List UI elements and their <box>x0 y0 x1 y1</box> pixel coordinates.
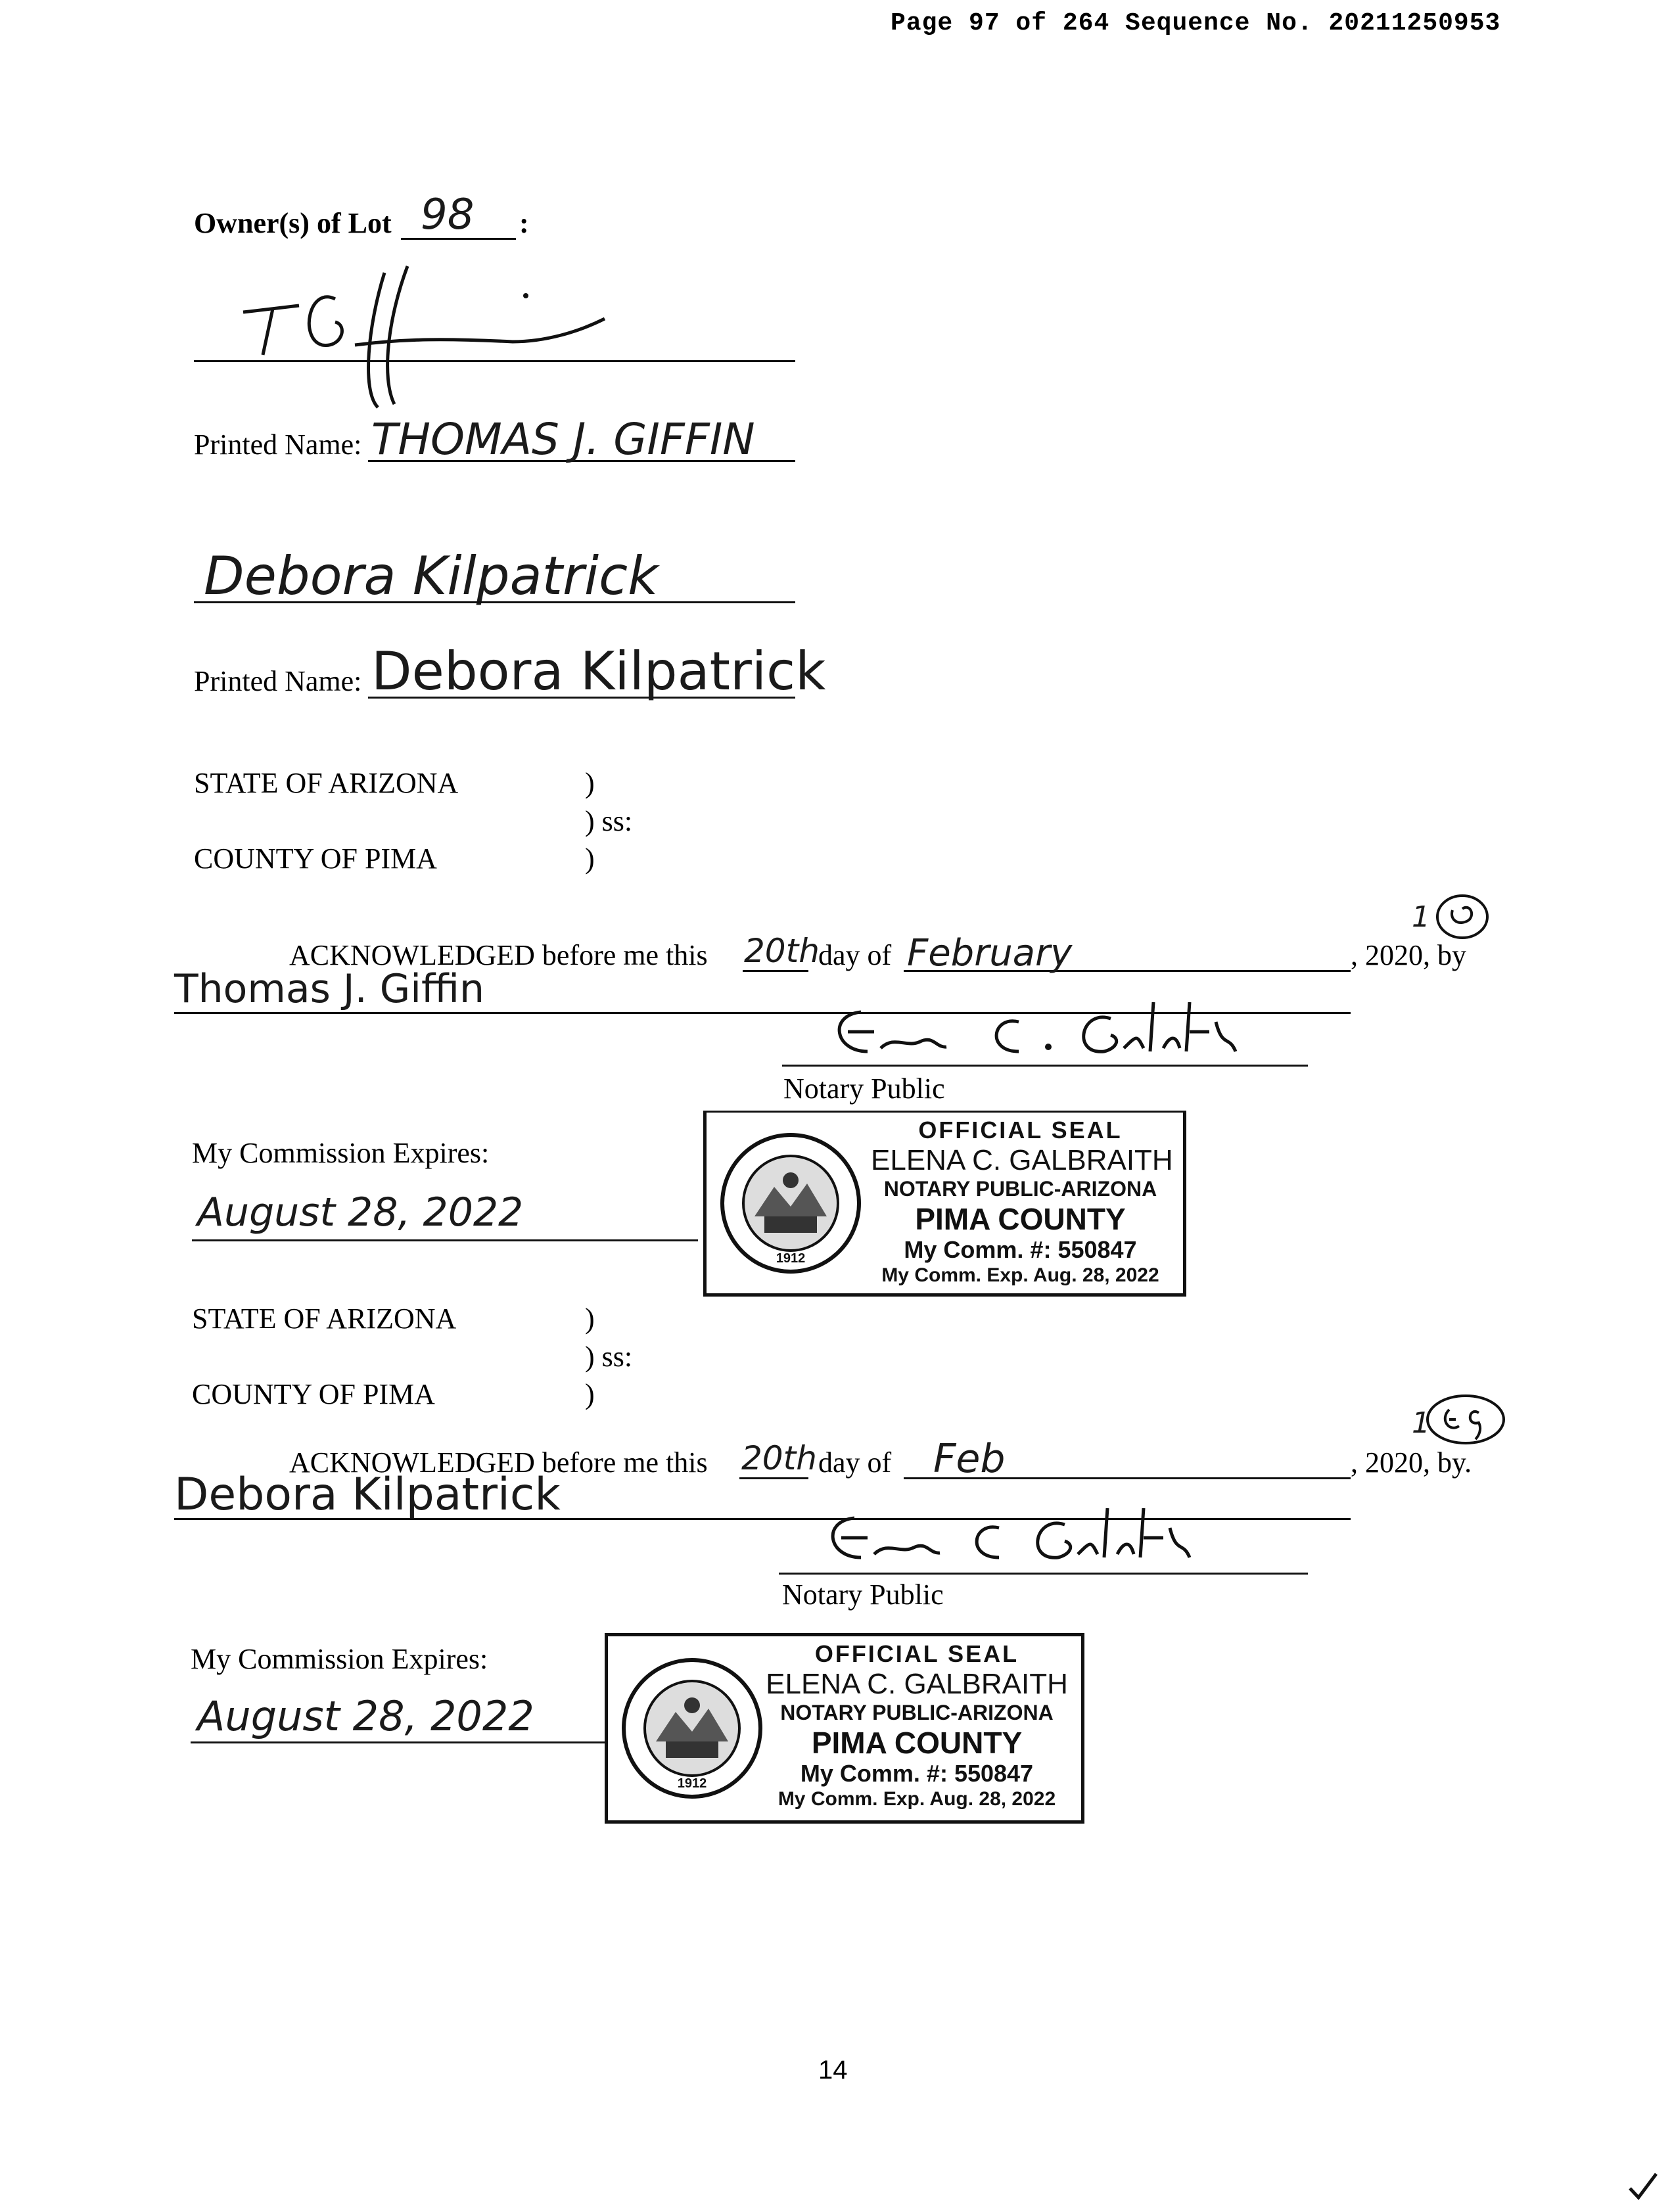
ack-day-1: 20th <box>744 932 820 970</box>
day-of-1: day of <box>818 939 892 971</box>
seal1-line1: OFFICIAL SEAL <box>918 1117 1123 1143</box>
checkmark-icon <box>1627 2169 1660 2201</box>
notary-public-label-1: Notary Public <box>783 1072 945 1105</box>
paren-2a: ) <box>585 1302 595 1335</box>
commission-label-2: My Commission Expires: <box>191 1643 488 1675</box>
year-correction-initials-1 <box>1433 890 1492 943</box>
owner1-printed-name-handwritten: THOMAS J. GIFFIN <box>371 414 755 465</box>
ss-label-2: ) ss: <box>585 1341 633 1373</box>
notary-signature-line-1 <box>782 1065 1308 1067</box>
notary-signature-1 <box>822 996 1249 1068</box>
state-seal-year-1: 1912 <box>776 1251 806 1266</box>
state-label-1: STATE OF ARIZONA <box>194 767 459 799</box>
ack-month-1: February <box>907 932 1073 975</box>
owner2-signature-line <box>194 601 795 603</box>
ss-label-1: ) ss: <box>585 805 633 837</box>
seal2-line2: ELENA C. GALBRAITH <box>766 1668 1068 1700</box>
seal1-line2: ELENA C. GALBRAITH <box>871 1144 1173 1176</box>
seal1-line4: PIMA COUNTY <box>915 1202 1126 1236</box>
page-number: 14 <box>818 2056 848 2085</box>
owner2-printed-name-handwritten: Debora Kilpatrick <box>371 641 826 702</box>
owner2-signature: Debora Kilpatrick <box>204 545 659 607</box>
notary-seal-2 <box>605 1633 1084 1824</box>
seal2-line3: NOTARY PUBLIC-ARIZONA <box>780 1701 1054 1724</box>
notary-signature-line-2 <box>779 1573 1308 1575</box>
owner1-signature-line <box>194 360 795 362</box>
owner1-printed-name-label: Printed Name: <box>194 428 362 461</box>
state-label-2: STATE OF ARIZONA <box>192 1302 457 1335</box>
commission-label-1: My Commission Expires: <box>192 1137 490 1169</box>
ack-signer-1: Thomas J. Giffin <box>174 966 484 1012</box>
ack-year-1: , 2020, by <box>1351 939 1466 971</box>
ack-day-line-1 <box>743 970 808 972</box>
ack-year-2: , 2020, by. <box>1351 1446 1472 1479</box>
commission-date-line-1 <box>192 1239 698 1241</box>
owners-lot-label: Owner(s) of Lot <box>194 207 392 239</box>
year-correction-initials-2 <box>1423 1390 1508 1449</box>
day-of-2: day of <box>818 1446 892 1479</box>
commission-date-1: August 28, 2022 <box>197 1189 524 1235</box>
ack-day-line-2 <box>739 1477 808 1479</box>
notary-seal-1 <box>703 1111 1186 1297</box>
owner1-signature <box>237 260 631 417</box>
seal1-line5: My Comm. #: 550847 <box>904 1236 1137 1263</box>
year-correction-1: 1 <box>1412 900 1430 934</box>
seal2-line6: My Comm. Exp. Aug. 28, 2022 <box>778 1788 1056 1810</box>
ack-prefix-1: ACKNOWLEDGED before me this <box>289 939 708 971</box>
seal2-line1: OFFICIAL SEAL <box>814 1640 1019 1667</box>
county-label-1: COUNTY OF PIMA <box>194 842 437 875</box>
paren-1c: ) <box>585 842 595 875</box>
ack-prefix-2: ACKNOWLEDGED before me this <box>289 1446 708 1479</box>
seal2-line4: PIMA COUNTY <box>811 1726 1023 1760</box>
commission-date-2: August 28, 2022 <box>197 1692 534 1740</box>
lot-colon: : <box>519 207 529 239</box>
seal1-line3: NOTARY PUBLIC-ARIZONA <box>883 1177 1157 1201</box>
paren-1a: ) <box>585 767 595 799</box>
paren-2c: ) <box>585 1378 595 1410</box>
county-label-2: COUNTY OF PIMA <box>192 1378 435 1410</box>
page-sequence-header: Page 97 of 264 Sequence No. 20211250953 <box>891 9 1501 37</box>
lot-number-handwritten: 98 <box>421 191 475 239</box>
ack-signer-2: Debora Kilpatrick <box>174 1469 561 1521</box>
state-seal-year-2: 1912 <box>677 1776 707 1791</box>
state-seal-emblem-1 <box>718 1131 863 1276</box>
commission-date-line-2 <box>191 1741 611 1743</box>
notary-public-label-2: Notary Public <box>782 1578 944 1611</box>
year-correction-2: 1 <box>1412 1406 1430 1440</box>
ack-month-2: Feb <box>933 1436 1006 1482</box>
notary-signature-2 <box>815 1502 1242 1574</box>
seal1-line6: My Comm. Exp. Aug. 28, 2022 <box>881 1264 1159 1286</box>
seal2-line5: My Comm. #: 550847 <box>800 1760 1034 1787</box>
ack-day-2: 20th <box>741 1439 817 1477</box>
owner2-printed-name-label: Printed Name: <box>194 665 362 697</box>
state-seal-emblem-2 <box>620 1656 764 1801</box>
